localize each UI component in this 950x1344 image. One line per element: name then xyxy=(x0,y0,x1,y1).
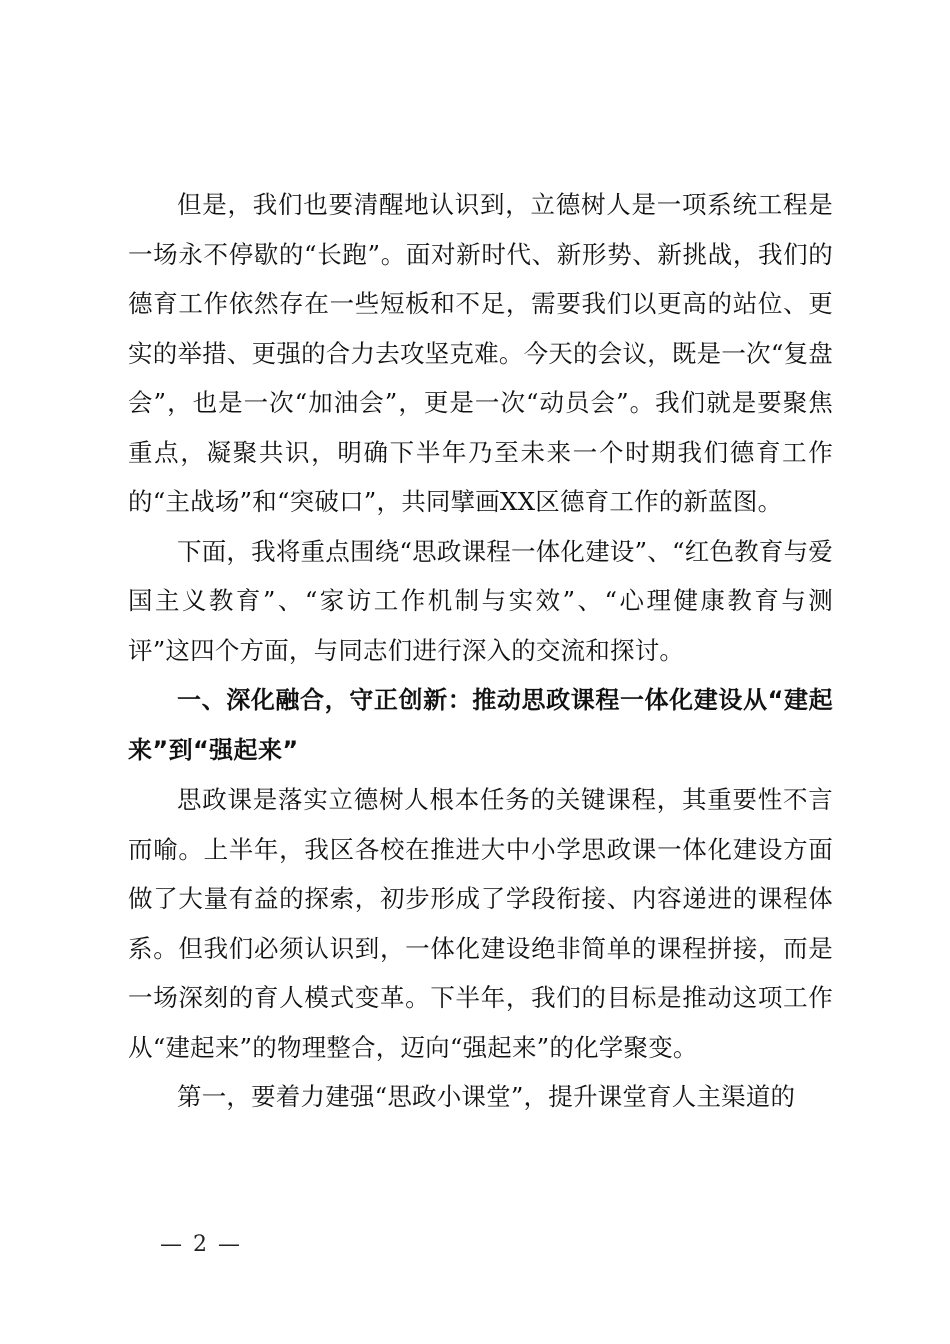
paragraph-outline: 下面，我将重点围绕“思政课程一体化建设”、“红色教育与爱国主义教育”、“家访工作机制与实效”、“心理健康教育与测评”这四个方面，与同志们进行深入的交流和探讨。 xyxy=(128,536,833,665)
paragraph-first-point: 第一，要着力建强“思政小课堂”，提升课堂育人主渠道的 xyxy=(177,1082,796,1111)
paragraph-ideology-course: 思政课是落实立德树人根本任务的关键课程，其重要性不言而喻。上半年，我区各校在推进大中小学思政课一体化建设方面做了大量有益的探索，初步形成了学段衔接、内容递进的课程体系。但我们必须认识到，一体化建设绝非简单的课程拼接，而是一场深刻的育人模式变革。下半年，我们的目标是推动这项工作从“建起来”的物理整合，迈向“强起来”的化学聚变。 xyxy=(128,785,833,1062)
paragraph-challenges: 但是，我们也要清醒地认识到，立德树人是一项系统工程是一场永不停歇的“长跑”。面对新时代、新形势、新挑战，我们的德育工作依然存在一些短板和不足，需要我们以更高的站位、更实的举措、更强的合力去攻坚克难。今天的会议，既是一次“复盘会”，也是一次“加油会”，更是一次“动员会”。我们就是要聚焦重点，凝聚共识，明确下半年乃至未来一个时期我们德育工作的“主战场”和“突破口”，共同擘画XX区德育工作的新蓝图。 xyxy=(128,190,833,516)
document-body xyxy=(128,180,833,1122)
page-number: — 2 — xyxy=(160,1232,242,1257)
section-heading-one: 一、深化融合，守正创新：推动思政课程一体化建设从“建起来”到“强起来” xyxy=(128,686,833,764)
